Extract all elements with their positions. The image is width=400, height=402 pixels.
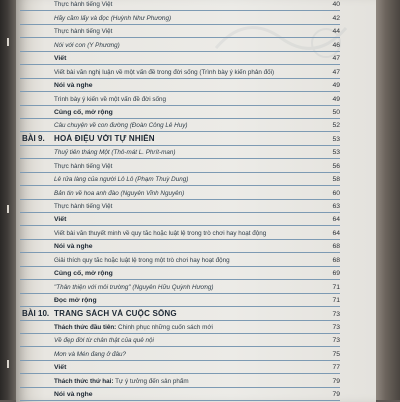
entry-rest: Chinh phục những cuốn sách mới bbox=[116, 323, 213, 331]
lesson-number: BÀI 9. bbox=[22, 133, 45, 143]
page-number: 52 bbox=[332, 122, 340, 130]
toc-row bbox=[20, 106, 340, 119]
toc-row bbox=[20, 119, 340, 132]
entry-lead: Thách thức đầu tiên: bbox=[54, 323, 117, 331]
toc-row bbox=[20, 52, 340, 65]
toc-row bbox=[20, 213, 340, 226]
page-number: 79 bbox=[332, 391, 340, 399]
toc-row bbox=[20, 240, 340, 253]
toc-entry-title: Thuỷ tiên tháng Một (Thô-mát L. Phrít-man) bbox=[54, 149, 176, 157]
toc-entry-title: Thực hành tiếng Việt bbox=[54, 28, 113, 36]
page-number: 71 bbox=[332, 297, 340, 305]
toc-row bbox=[20, 65, 340, 78]
binding-stitch bbox=[7, 205, 9, 213]
toc-entry-title: Hãy cầm lấy và đọc (Huỳnh Như Phương) bbox=[54, 14, 172, 22]
page-number: 50 bbox=[332, 108, 340, 116]
page-number: 42 bbox=[332, 14, 340, 22]
toc-row bbox=[20, 361, 340, 374]
page-number: 73 bbox=[332, 310, 340, 318]
toc-entry-title: Thực hành tiếng Việt bbox=[54, 1, 113, 9]
toc-entry-title: Nói với con (Y Phương) bbox=[54, 41, 120, 49]
page-number: 64 bbox=[332, 216, 340, 224]
page-number: 73 bbox=[332, 337, 340, 345]
toc-row bbox=[20, 294, 340, 307]
table-surface bbox=[376, 0, 400, 400]
toc-row bbox=[20, 11, 340, 24]
page-number: 40 bbox=[332, 1, 340, 9]
section-heading: Nói và nghe bbox=[54, 243, 93, 251]
lesson-title: TRANG SÁCH VÀ CUỘC SỐNG bbox=[54, 308, 177, 318]
section-heading: Nói và nghe bbox=[54, 391, 93, 399]
page-number: 53 bbox=[332, 149, 340, 157]
page-number: 49 bbox=[332, 95, 340, 103]
entry-lead: Thách thức thứ hai: bbox=[54, 377, 114, 385]
toc-row bbox=[20, 25, 340, 38]
page-number: 68 bbox=[332, 256, 340, 264]
toc-row bbox=[20, 159, 340, 172]
page-number: 46 bbox=[332, 41, 340, 49]
lesson-title: HOÀ ĐIỆU VỚI TỰ NHIÊN bbox=[54, 133, 155, 143]
section-heading: Đọc mở rộng bbox=[54, 297, 97, 305]
section-heading: Viết bbox=[54, 364, 67, 372]
page-number: 47 bbox=[332, 55, 340, 63]
binding-stitch bbox=[7, 38, 9, 46]
toc-entry-title: Viết bài văn thuyết minh về quy tắc hoặc luật lệ trong trò chơi hay hoạt động bbox=[54, 229, 267, 237]
toc-entry-title: Giải thích quy tắc hoặc luật lệ trong một trò chơi hay hoạt động bbox=[54, 256, 230, 264]
section-heading: Viết bbox=[54, 216, 67, 224]
page-number: 49 bbox=[332, 82, 340, 90]
section-heading: Củng cố, mở rộng bbox=[54, 108, 113, 116]
toc-entry-title: Lễ rửa làng của người Lô Lô (Phạm Thuỳ Dung) bbox=[54, 176, 189, 184]
toc-entry-title: Câu chuyện về con đường (Đoàn Công Lê Huy) bbox=[54, 122, 188, 130]
toc-row bbox=[20, 146, 340, 159]
page-number: 77 bbox=[332, 364, 340, 372]
page-number: 73 bbox=[332, 323, 340, 331]
toc-row bbox=[20, 347, 340, 360]
toc-entry-title: Bản tin về hoa anh đào (Nguyễn Vĩnh Nguyên) bbox=[54, 189, 185, 197]
toc-row bbox=[20, 267, 340, 280]
toc-row bbox=[20, 200, 340, 213]
page-number: 53 bbox=[332, 135, 340, 143]
page-number: 75 bbox=[332, 350, 340, 358]
toc-row bbox=[20, 253, 340, 266]
page-number: 63 bbox=[332, 203, 340, 210]
toc-row bbox=[20, 388, 340, 401]
table-of-contents bbox=[20, 0, 340, 401]
toc-entry-title: "Thân thiện với môi trường" (Nguyễn Hữu Quỳnh Hương) bbox=[54, 283, 214, 291]
toc-row bbox=[20, 0, 340, 11]
toc-entry-title: Viết bài văn nghị luận về một vấn đề trong đời sống (Trình bày ý kiến phản đối) bbox=[54, 68, 275, 76]
toc-entry-title: Trình bày ý kiến về một vấn đề đời sống bbox=[54, 95, 167, 103]
toc-entry-title: Về đẹp đời từ chân thật của quê nội bbox=[54, 337, 154, 345]
page-number: 56 bbox=[332, 162, 340, 170]
toc-row bbox=[20, 226, 340, 239]
section-heading: Viết bbox=[54, 55, 67, 63]
toc-entry-title: Thực hành tiếng Việt bbox=[54, 162, 113, 170]
toc-lesson-row bbox=[20, 132, 340, 145]
book-binding bbox=[0, 0, 16, 400]
entry-rest: Tự ý tưởng đến sản phẩm bbox=[113, 377, 189, 385]
page-number: 47 bbox=[332, 68, 340, 76]
page-number: 71 bbox=[332, 283, 340, 291]
page-number: 79 bbox=[332, 377, 340, 385]
toc-row bbox=[20, 186, 340, 199]
toc-entry-title: Thực hành tiếng Việt bbox=[54, 203, 113, 210]
toc-row bbox=[20, 38, 340, 51]
section-heading: Củng cố, mở rộng bbox=[54, 270, 113, 278]
toc-row bbox=[20, 79, 340, 92]
page-number: 58 bbox=[332, 176, 340, 184]
lesson-number: BÀI 10. bbox=[22, 308, 50, 318]
toc-row bbox=[20, 374, 340, 387]
page-number: 44 bbox=[332, 28, 340, 36]
toc-row bbox=[20, 280, 340, 293]
section-heading: Nói và nghe bbox=[54, 82, 93, 90]
toc-lesson-row bbox=[20, 307, 340, 320]
toc-entry-title bbox=[54, 324, 320, 333]
toc-row bbox=[20, 92, 340, 105]
page-number: 60 bbox=[332, 189, 340, 197]
toc-entry-title: Mơn và Mén đang ở đâu? bbox=[54, 350, 127, 358]
toc-row bbox=[20, 321, 340, 334]
toc-row bbox=[20, 334, 340, 347]
toc-row bbox=[20, 173, 340, 186]
page-number: 64 bbox=[332, 229, 340, 237]
page-number: 69 bbox=[332, 270, 340, 278]
binding-stitch bbox=[7, 360, 9, 368]
toc-entry-title bbox=[54, 378, 320, 387]
page-number: 68 bbox=[332, 243, 340, 251]
